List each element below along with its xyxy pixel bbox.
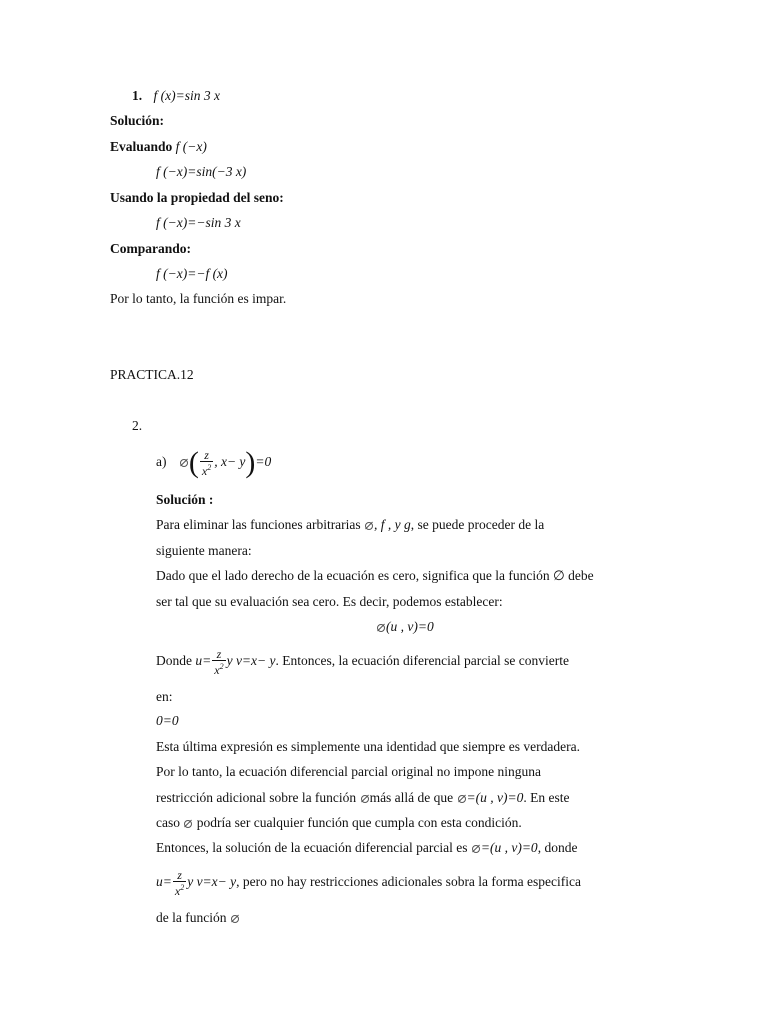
phi-symbol-icon bbox=[458, 795, 466, 803]
fraction-z-x2: $\frac{z}{x^2}$ bbox=[174, 867, 185, 898]
paragraph-4-line-2 bbox=[156, 867, 581, 897]
problem-a-label: a) bbox=[156, 454, 167, 469]
right-paren: ) bbox=[245, 445, 256, 479]
donde-line bbox=[156, 646, 569, 676]
evaluating-label: Evaluando bbox=[110, 139, 173, 154]
evaluating-line bbox=[110, 139, 207, 155]
phi-symbol-icon bbox=[365, 522, 373, 530]
equation-2: f (−x)=sin(−3 x) bbox=[156, 164, 247, 179]
phi-symbol-icon bbox=[377, 624, 385, 632]
sine-property-label: Usando la propiedad del seno: bbox=[110, 190, 284, 205]
donde-mid: y v=x− y bbox=[226, 653, 276, 668]
donde-u: u= bbox=[195, 653, 212, 668]
p3-equation: =(u , v)=0 bbox=[466, 790, 524, 805]
p1-functions: , f , y g bbox=[374, 517, 411, 532]
fraction-z-x2: $\frac{z}{x^2}$ bbox=[201, 447, 212, 478]
p5-mid: y v=x− y bbox=[187, 874, 237, 889]
conclusion-text: Por lo tanto, la función es impar. bbox=[110, 291, 287, 306]
paragraph-3-line-4 bbox=[156, 815, 522, 831]
p3-text: restricción adicional sobre la función bbox=[156, 790, 357, 805]
centered-equation-text: (u , v)=0 bbox=[386, 619, 434, 634]
p3-caso: caso bbox=[156, 815, 180, 830]
problem-a-end: =0 bbox=[255, 454, 272, 469]
solution-label-2: Solución : bbox=[156, 492, 214, 507]
paragraph-4-line-3 bbox=[156, 910, 240, 926]
item-number-2: 2. bbox=[132, 418, 143, 433]
p1-text-end: , se puede proceder de la bbox=[410, 517, 545, 532]
problem-a bbox=[156, 447, 271, 478]
equation-f-x: f (x)=sin 3 x bbox=[153, 88, 220, 103]
fraction-z-x2: $\frac{z}{x^2}$ bbox=[214, 646, 224, 677]
paragraph-3-line-3 bbox=[156, 790, 569, 806]
donde-label: Donde bbox=[156, 653, 192, 668]
p5-u: u= bbox=[156, 874, 172, 889]
evaluating-expr: f (−x) bbox=[175, 139, 207, 154]
equation-4: f (−x)=−f (x) bbox=[156, 266, 228, 281]
p5-text: , pero no hay restricciones adicionales sobra la forma especifica bbox=[236, 874, 581, 889]
paragraph-3-line-2: Por lo tanto, la ecuación diferencial parcial original no impone ninguna bbox=[156, 764, 541, 779]
phi-symbol-icon bbox=[231, 915, 239, 923]
donde-text: . Entonces, la ecuación diferencial parcial se convierte bbox=[275, 653, 569, 668]
paragraph-4-line-1 bbox=[156, 840, 577, 856]
item-1-label: 1. bbox=[132, 88, 143, 103]
p4-text-2: , donde bbox=[537, 840, 578, 855]
problem-a-rest: , x− y bbox=[214, 454, 246, 469]
p4-equation: =(u , v)=0 bbox=[480, 840, 538, 855]
p3-text-2: más allá de que bbox=[369, 790, 454, 805]
centered-equation bbox=[376, 619, 434, 635]
solution-label-1: Solución: bbox=[110, 113, 165, 128]
p6-text: de la función bbox=[156, 910, 227, 925]
phi-symbol-icon bbox=[472, 845, 480, 853]
zero-equation: 0=0 bbox=[156, 713, 179, 728]
phi-symbol-icon bbox=[180, 459, 188, 467]
paragraph-2-line-1: Dado que el lado derecho de la ecuación es cero, significa que la función ∅ debe bbox=[156, 568, 594, 583]
left-paren: ( bbox=[188, 445, 199, 479]
item-number-1 bbox=[132, 88, 220, 104]
paragraph-1-line-1 bbox=[156, 517, 544, 533]
equation-3: f (−x)=−sin 3 x bbox=[156, 215, 241, 230]
paragraph-1-line-2: siguiente manera: bbox=[156, 543, 252, 558]
comparing-label: Comparando: bbox=[110, 241, 192, 256]
en-text: en: bbox=[156, 689, 173, 704]
p3-text-4: podría ser cualquier función que cumpla con esta condición. bbox=[196, 815, 522, 830]
p4-text: Entonces, la solución de la ecuación diferencial parcial es bbox=[156, 840, 468, 855]
paragraph-2-line-2: ser tal que su evaluación sea cero. Es decir, podemos establecer: bbox=[156, 594, 503, 609]
phi-symbol-icon bbox=[184, 820, 192, 828]
p3-text-3: . En este bbox=[523, 790, 570, 805]
phi-symbol-icon bbox=[361, 795, 369, 803]
practice-heading: PRACTICA.12 bbox=[110, 367, 194, 382]
paragraph-3-line-1: Esta última expresión es simplemente una identidad que siempre es verdadera. bbox=[156, 739, 580, 754]
p1-text: Para eliminar las funciones arbitrarias bbox=[156, 517, 361, 532]
